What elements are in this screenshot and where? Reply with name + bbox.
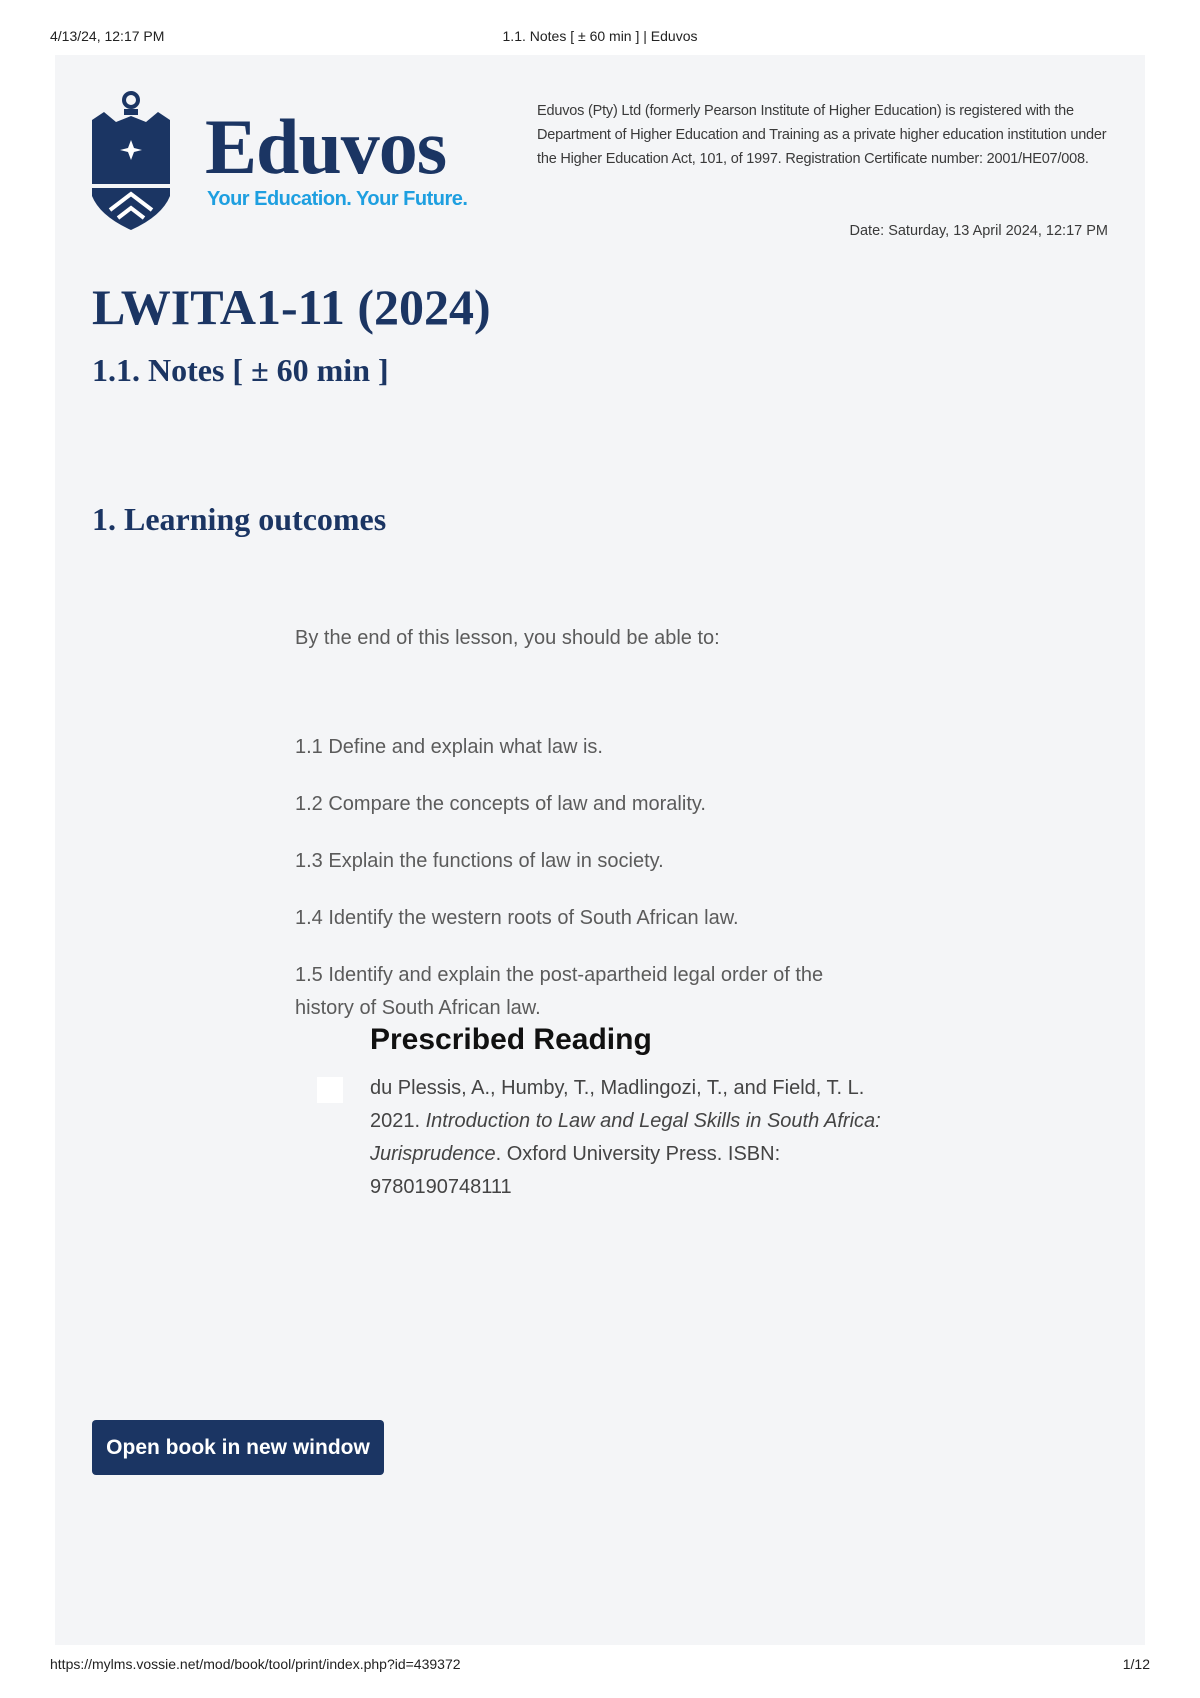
outcomes-intro: By the end of this lesson, you should be able to: [295,627,720,649]
print-header [50,28,1150,48]
reading-image-placeholder [317,1077,343,1103]
crest-icon [90,90,172,230]
print-datetime: 4/13/24, 12:17 PM [50,28,165,44]
list-item: 1.4 Identify the western roots of South African law. [295,907,739,929]
print-date: Date: Saturday, 13 April 2024, 12:17 PM [849,223,1108,239]
citation-book-title: Introduction to Law and Legal Skills in South Africa: Jurisprudence [370,1110,881,1165]
learning-outcomes-list [295,731,885,1049]
legal-notice: Eduvos (Pty) Ltd (formerly Pearson Institute of Higher Education) is registered with the Department of Higher Education and Training as a private higher education institution under the Higher Education Act, 101, of 1997. Registration Certificate number: 2001/HE07/008. [537,103,1107,167]
print-doc-title: 1.1. Notes [ ± 60 min ] | Eduvos [502,28,698,44]
chapter-title: 1.1. Notes [ ± 60 min ] [92,352,389,388]
open-book-button[interactable]: Open book in new window [92,1420,384,1475]
list-item: 1.1 Define and explain what law is. [295,736,603,758]
course-title: LWITA1-11 (2024) [92,279,491,335]
page-number: 1/12 [1122,1656,1150,1672]
citation-publisher: . Oxford University Press. ISBN: 9780190748111 [370,1143,781,1198]
brand-tagline: Your Education. Your Future. [207,188,468,210]
list-item: 1.5 Identify and explain the post-apartheid legal order of the history of South African law. [295,964,824,1019]
print-url: https://mylms.vossie.net/mod/book/tool/print/index.php?id=439372 [50,1656,461,1672]
brand-name: Eduvos [205,103,447,190]
list-item: 1.3 Explain the functions of law in society. [295,850,664,872]
brand-logo [90,90,510,255]
prescribed-reading-title: Prescribed Reading [370,1023,652,1056]
prescribed-reading-citation [370,1072,890,1204]
page-content [55,55,1145,1645]
print-footer [50,1656,1150,1676]
citation-authors-year: du Plessis, A., Humby, T., Madlingozi, T., and Field, T. L. 2021. [370,1077,865,1132]
list-item: 1.2 Compare the concepts of law and morality. [295,793,706,815]
section-title: 1. Learning outcomes [92,501,387,537]
